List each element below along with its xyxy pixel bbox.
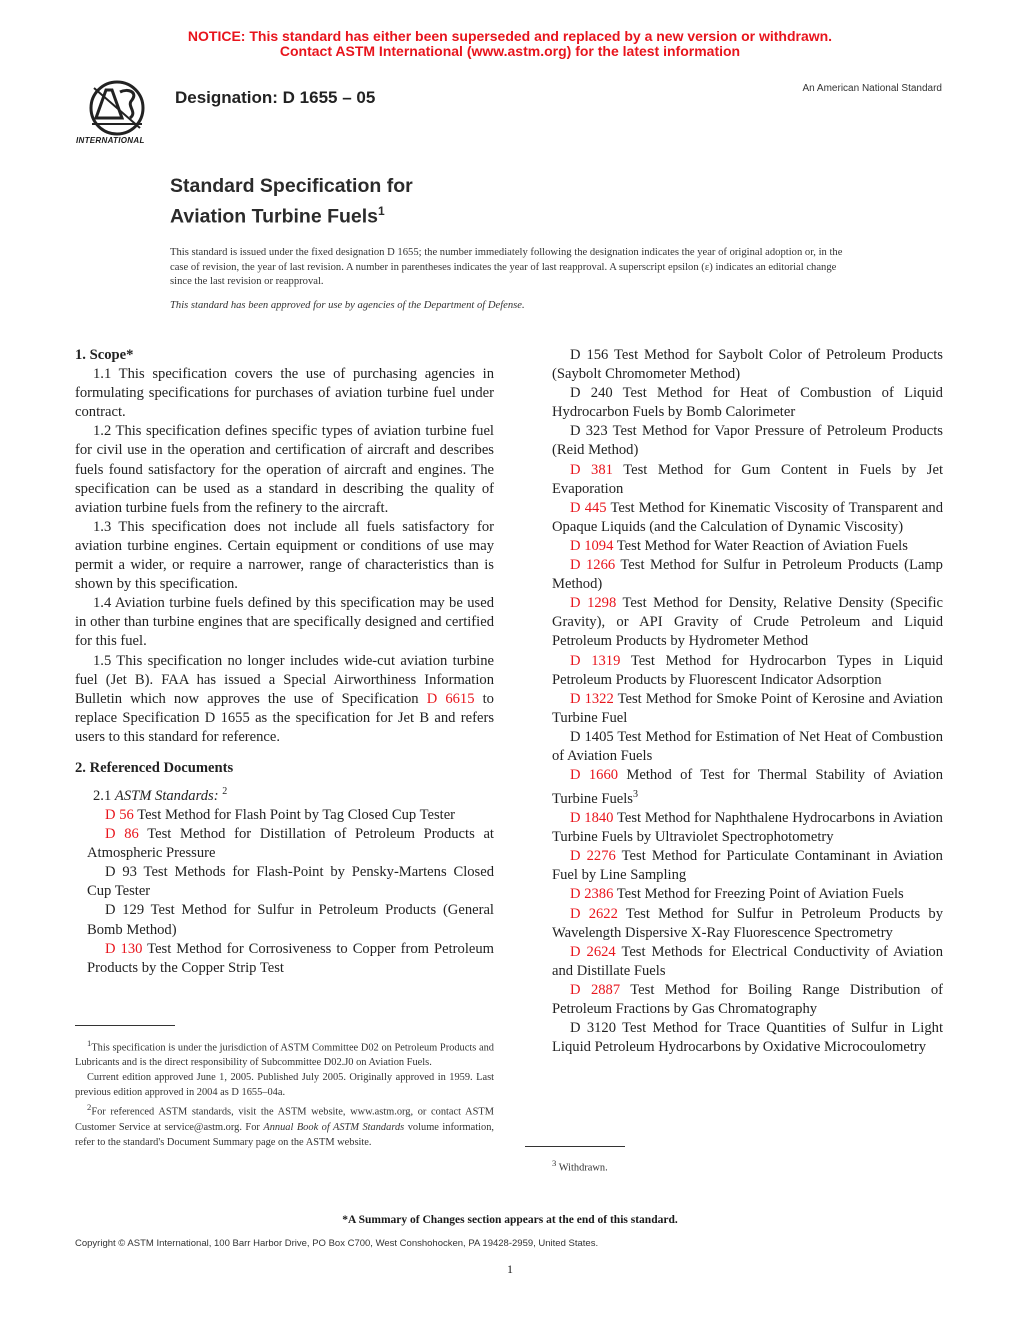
reference-code[interactable]: D 2276 xyxy=(570,848,616,865)
footnote-3-text: Withdrawn. xyxy=(558,1162,608,1174)
reference-code[interactable]: D 1266 xyxy=(570,557,616,574)
reference-title: Test Method for Heat of Combustion of Liquid Hydrocarbon Fuels by Bomb Calorimeter xyxy=(552,385,943,421)
reference-item xyxy=(540,461,943,499)
reference-title: Test Method for Sulfur in Petroleum Products (Lamp Method) xyxy=(552,557,943,593)
reference-title: Test Method for Boiling Range Distribution of Petroleum Fractions by Gas Chromatography xyxy=(552,981,943,1018)
footnote-2-text-b: volume information, refer to the standard's Document Summary page on the ASTM website. xyxy=(75,1121,495,1148)
issued-statement: This standard is issued under the fixed designation D 1655; the number immediately following the designation indicates the year of original adoption or, in the case of revision, the year of last revision. A number in parentheses indicates the year of last reapproval. A superscript epsilon (ε) indicates an editorial change since the last revision or reapproval. xyxy=(170,247,843,287)
reference-title: Test Method for Smoke Point of Kerosine and Aviation Turbine Fuel xyxy=(552,690,943,726)
reference-title: Test Method for Corrosiveness to Copper from Petroleum Products by the Copper Strip Test xyxy=(87,940,494,976)
reference-code[interactable]: D 445 xyxy=(570,499,607,516)
reference-item xyxy=(540,766,943,809)
reference-title: Test Methods for Electrical Conductivity of Aviation and Distillate Fuels xyxy=(552,943,943,979)
reference-code[interactable]: D 2624 xyxy=(570,943,616,960)
reference-item xyxy=(540,422,943,460)
reference-code[interactable]: D 1298 xyxy=(570,595,617,612)
reference-title: Test Method for Gum Content in Fuels by Jet Evaporation xyxy=(552,461,943,497)
reference-title: Test Method for Hydrocarbon Types in Liquid Petroleum Products by Fluorescent Indicator Adsorption xyxy=(552,652,943,688)
title-footnote-mark: 1 xyxy=(378,204,385,218)
reference-code[interactable]: D 2622 xyxy=(570,905,618,922)
reference-code: D 240 xyxy=(570,385,613,402)
reference-title: Test Method for Saybolt Color of Petroleum Products (Saybolt Chromometer Method) xyxy=(552,347,943,383)
reference-title: Test Method for Kinematic Viscosity of Transparent and Opaque Liquids (and the Calculation of Dynamic Viscosity) xyxy=(552,499,943,535)
astm-logo xyxy=(72,78,162,150)
astm-standards-label: ASTM Standards: xyxy=(114,787,219,804)
dod-statement: This standard has been approved for use by agencies of the Department of Defense. xyxy=(170,300,525,311)
footnote-2 xyxy=(75,1100,494,1149)
reference-item xyxy=(75,863,494,901)
reference-code[interactable]: D 1660 xyxy=(570,767,619,784)
footnote-1 xyxy=(75,1036,494,1070)
reference-item xyxy=(540,384,943,422)
footnote-3-mark: 3 xyxy=(552,1158,557,1168)
reference-item xyxy=(540,652,943,690)
reference-code: D 156 xyxy=(570,347,609,363)
footnotes-left xyxy=(75,1036,494,1150)
reference-title: Test Method for Flash Point by Tag Closed Cup Tester xyxy=(137,807,456,824)
reference-title: Test Method for Density, Relative Density (Specific Gravity), or API Gravity of Crude Petroleum and Liquid Petroleum Products by Hydrometer Method xyxy=(552,595,943,650)
reference-code: D 3120 xyxy=(570,1020,617,1037)
reference-title: Test Method for Trace Quantities of Sulfur in Light Liquid Petroleum Hydrocarbons by Oxidative Microcoulometry xyxy=(552,1020,943,1056)
footnote-1b: Current edition approved June 1, 2005. Published July 2005. Originally approved in 1959. Last previous edition approved in 2004 as D 1655–04a. xyxy=(75,1072,494,1099)
page-number: 1 xyxy=(507,1262,513,1276)
scope-1-3: 1.3 This specification does not include all fuels satisfactory for aviation turbine engines. Certain equipment or conditions of use may permit a wider, or require a narrower, range of characteristics than is shown by this specification. xyxy=(75,518,494,593)
reference-item xyxy=(540,1019,943,1057)
reference-list-right xyxy=(540,346,943,1057)
title-line-2: Aviation Turbine Fuels xyxy=(170,205,379,228)
reference-footnote-mark: 3 xyxy=(632,789,638,801)
reference-item xyxy=(540,594,943,651)
footnotes-right xyxy=(540,1156,943,1175)
reference-item xyxy=(75,806,494,825)
reference-code: D 323 xyxy=(570,423,608,440)
reference-title: Test Method for Naphthalene Hydrocarbons in Aviation Turbine Fuels by Ultraviolet Spectrophotometry xyxy=(552,810,943,846)
reference-item xyxy=(75,940,494,978)
reference-code[interactable]: D 1094 xyxy=(570,537,614,554)
summary-of-changes-note: *A Summary of Changes section appears at the end of this standard. xyxy=(342,1214,678,1226)
reference-list-left xyxy=(75,806,494,978)
reference-title: Test Method for Water Reaction of Aviation Fuels xyxy=(616,537,908,554)
footnote-rule-left xyxy=(75,1025,175,1026)
reference-code[interactable]: D 1840 xyxy=(570,810,614,827)
astm-standards-footnote-mark: 2 xyxy=(222,786,228,798)
footnote-1-mark: 1 xyxy=(87,1038,92,1048)
reference-item xyxy=(75,825,494,863)
reference-title: Test Method for Sulfur in Petroleum Products (General Bomb Method) xyxy=(87,902,494,938)
reference-item xyxy=(540,885,943,904)
american-national-standard: An American National Standard xyxy=(802,83,942,94)
reference-code[interactable]: D 2386 xyxy=(570,886,614,903)
reference-item xyxy=(540,943,943,981)
footnote-1-text: This specification is under the jurisdiction of ASTM Committee D02 on Petroleum Products and Lubricants and is the direct responsibility of Subcommittee D02.J0 on Aviation Fuels. xyxy=(75,1042,494,1069)
copyright: Copyright © ASTM International, 100 Barr Harbor Drive, PO Box C700, West Conshohocken, PA 19428-2959, United States. xyxy=(75,1238,599,1249)
reference-title: Test Methods for Flash-Point by Pensky-Martens Closed Cup Tester xyxy=(87,864,494,900)
referenced-documents-heading: 2. Referenced Documents xyxy=(75,759,234,776)
reference-code: D 129 xyxy=(105,902,145,919)
astm-standards-subheading xyxy=(75,782,494,806)
scope-1-5-end: to replace Specification D 1655 as the specification for Jet B and refers users to this standard for reference. xyxy=(75,690,494,745)
reference-item xyxy=(540,809,943,847)
scope-1-2: 1.2 This specification defines specific types of aviation turbine fuel for civil use in the operation and certification of aircraft and describes fuels found satisfactory for the operation of aircraft and engines. The specification can be used as a standard in describing the quality of aviation turbine fuels from the refinery to the aircraft. xyxy=(75,423,494,516)
reference-item xyxy=(540,905,943,943)
scope-1-4: 1.4 Aviation turbine fuels defined by this specification may be used in other than turbine engines that are specifically designed and certified for this fuel. xyxy=(75,595,494,650)
scope-1-5-start: 1.5 This specification no longer includes wide-cut aviation turbine fuel (Jet B). FAA has issued a Special Airworthiness Information Bulletin which now approves the use of Specification xyxy=(75,652,494,707)
reference-code[interactable]: D 381 xyxy=(570,461,613,478)
notice-line-2: Contact ASTM International (www.astm.org) for the latest information xyxy=(279,43,741,59)
reference-code[interactable]: D 1322 xyxy=(570,690,614,707)
footnote-2-text-a: For referenced ASTM standards, visit the ASTM website, www.astm.org, or contact ASTM Customer Service at service@astm.org. For xyxy=(75,1106,494,1133)
reference-code[interactable]: D 1319 xyxy=(570,652,621,669)
reference-item xyxy=(540,346,943,384)
scope-heading: 1. Scope* xyxy=(75,347,134,363)
reference-title: Test Method for Particulate Contaminant in Aviation Fuel by Line Sampling xyxy=(552,848,943,884)
reference-item xyxy=(540,728,943,766)
reference-code[interactable]: D 2887 xyxy=(570,981,621,998)
reference-title: Test Method for Vapor Pressure of Petroleum Products (Reid Method) xyxy=(552,423,943,459)
reference-title: Test Method for Estimation of Net Heat of Combustion of Aviation Fuels xyxy=(552,728,943,764)
reference-title: Test Method for Freezing Point of Aviation Fuels xyxy=(616,886,904,903)
left-column xyxy=(75,346,494,978)
subsection-number: 2.1 xyxy=(93,787,112,804)
reference-code[interactable]: D 56 xyxy=(105,807,134,824)
reference-code[interactable]: D 130 xyxy=(105,940,143,957)
footnote-2-mark: 2 xyxy=(87,1102,92,1113)
reference-item xyxy=(540,499,943,537)
reference-item xyxy=(540,556,943,594)
footnote-3 xyxy=(540,1156,943,1175)
right-column xyxy=(540,346,943,1057)
scope-1-1: 1.1 This specification covers the use of purchasing agencies in formulating specifications for purchases of aviation turbine fuel under contract. xyxy=(75,366,494,421)
title-line-1: Standard Specification for xyxy=(170,175,413,197)
reference-title: Test Method for Distillation of Petroleum Products at Atmospheric Pressure xyxy=(87,826,494,862)
designation: Designation: D 1655 – 05 xyxy=(175,88,376,107)
d6615-link[interactable]: D 6615 xyxy=(426,690,475,707)
reference-title: Method of Test for Thermal Stability of Aviation Turbine Fuels xyxy=(552,767,943,808)
reference-item xyxy=(540,847,943,885)
reference-item xyxy=(540,690,943,728)
logo-caption: INTERNATIONAL xyxy=(76,136,145,145)
reference-code[interactable]: D 86 xyxy=(105,826,139,843)
notice-line-1: NOTICE: This standard has either been superseded and replaced by a new version or withdrawn. xyxy=(187,28,833,44)
scope-1-5 xyxy=(75,652,494,747)
reference-item xyxy=(75,901,494,939)
reference-code: D 93 xyxy=(105,864,137,881)
reference-title: Test Method for Sulfur in Petroleum Products by Wavelength Dispersive X-Ray Fluorescence Spectrometry xyxy=(552,905,943,941)
reference-item xyxy=(540,537,943,556)
reference-code: D 1405 xyxy=(570,728,614,745)
footnote-rule-right xyxy=(525,1146,625,1147)
document-title xyxy=(170,174,413,230)
footnote-2-italic: Annual Book of ASTM Standards xyxy=(263,1121,405,1133)
reference-item xyxy=(540,981,943,1019)
